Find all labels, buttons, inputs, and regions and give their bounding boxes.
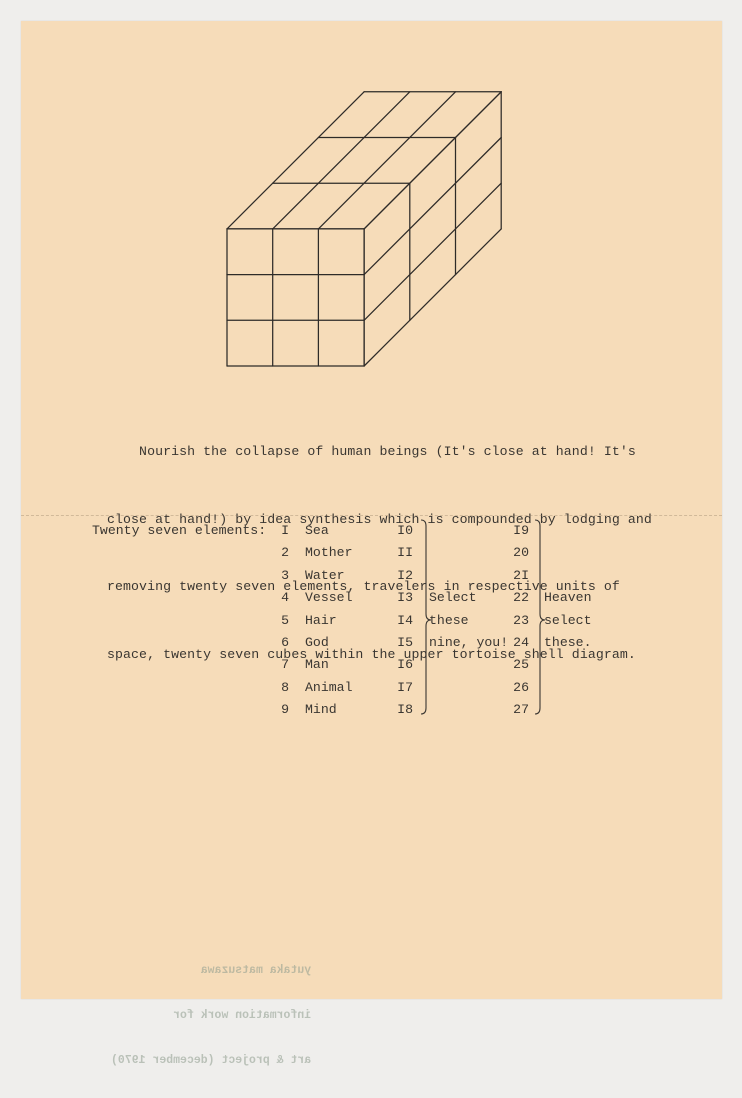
element-number: 2 [281,545,289,561]
element-name: God [305,635,329,650]
fold-line [21,515,722,516]
element-number: I7 [397,679,413,695]
element-number: 2I [513,567,529,583]
element-number: I9 [513,523,529,538]
element-name: Water [305,567,345,583]
right-brace [533,518,547,718]
element-number: II [397,545,413,561]
bleed-through-line: information work for [173,1009,312,1022]
cube-diagram [21,21,722,381]
right-note-line: Heaven [544,590,592,606]
element-number: 23 [513,612,529,628]
left-brace [419,518,433,718]
paragraph-line: Nourish the collapse of human beings (It's close at hand! It's [107,444,636,459]
element-name: Animal [305,679,353,695]
cube-line [364,229,501,366]
element-number: 7 [281,657,289,673]
element-number: I4 [397,612,413,628]
cube-line [364,92,501,229]
element-number: I6 [397,657,413,673]
bleed-through-line: art & project (december 1970) [111,1054,312,1067]
middle-note-line: these [429,612,469,628]
element-number: 4 [281,590,289,606]
element-number: 9 [281,702,289,718]
element-number: 3 [281,567,289,583]
element-number: 22 [513,590,529,606]
element-number: 24 [513,635,529,650]
element-name: Sea [305,523,329,538]
cube-line [364,138,501,275]
element-name: Mother [305,545,353,561]
element-name: Hair [305,612,337,628]
element-name: Vessel [305,590,353,606]
right-note-line: select [544,612,592,628]
middle-note-line: Select [429,590,477,606]
paragraph-line: removing twenty seven elements, travelers in respective units of [107,579,620,594]
element-number: I3 [397,590,413,606]
element-number: I8 [397,702,413,718]
right-note-line: these. [544,635,592,650]
bleed-through-line: yutaka matsuzawa [200,964,312,977]
middle-note-line: nine, you! [429,635,509,650]
element-number: I0 [397,523,413,538]
cube-line [318,92,455,229]
element-number: 6 [281,635,289,650]
element-name: Mind [305,702,337,718]
cube-line [364,183,501,320]
element-number: 20 [513,545,529,561]
element-number: I [281,523,289,538]
element-number: 26 [513,679,529,695]
element-number: 25 [513,657,529,673]
paragraph-line: space, twenty seven cubes within the upper tortoise shell diagram. [107,646,636,662]
element-number: 27 [513,702,529,718]
bleed-through-text [111,933,311,1098]
document-sheet [21,21,722,1067]
element-number: I5 [397,635,413,650]
element-name: Man [305,657,329,673]
cube-line [273,92,410,229]
cube-line [227,92,364,229]
element-number: 5 [281,612,289,628]
elements-label: Twenty seven elements: [92,523,267,538]
element-number: 8 [281,679,289,695]
element-number: I2 [397,567,413,583]
paragraph-line: close at hand!) by idea synthesis which is compounded by lodging and [107,511,652,527]
